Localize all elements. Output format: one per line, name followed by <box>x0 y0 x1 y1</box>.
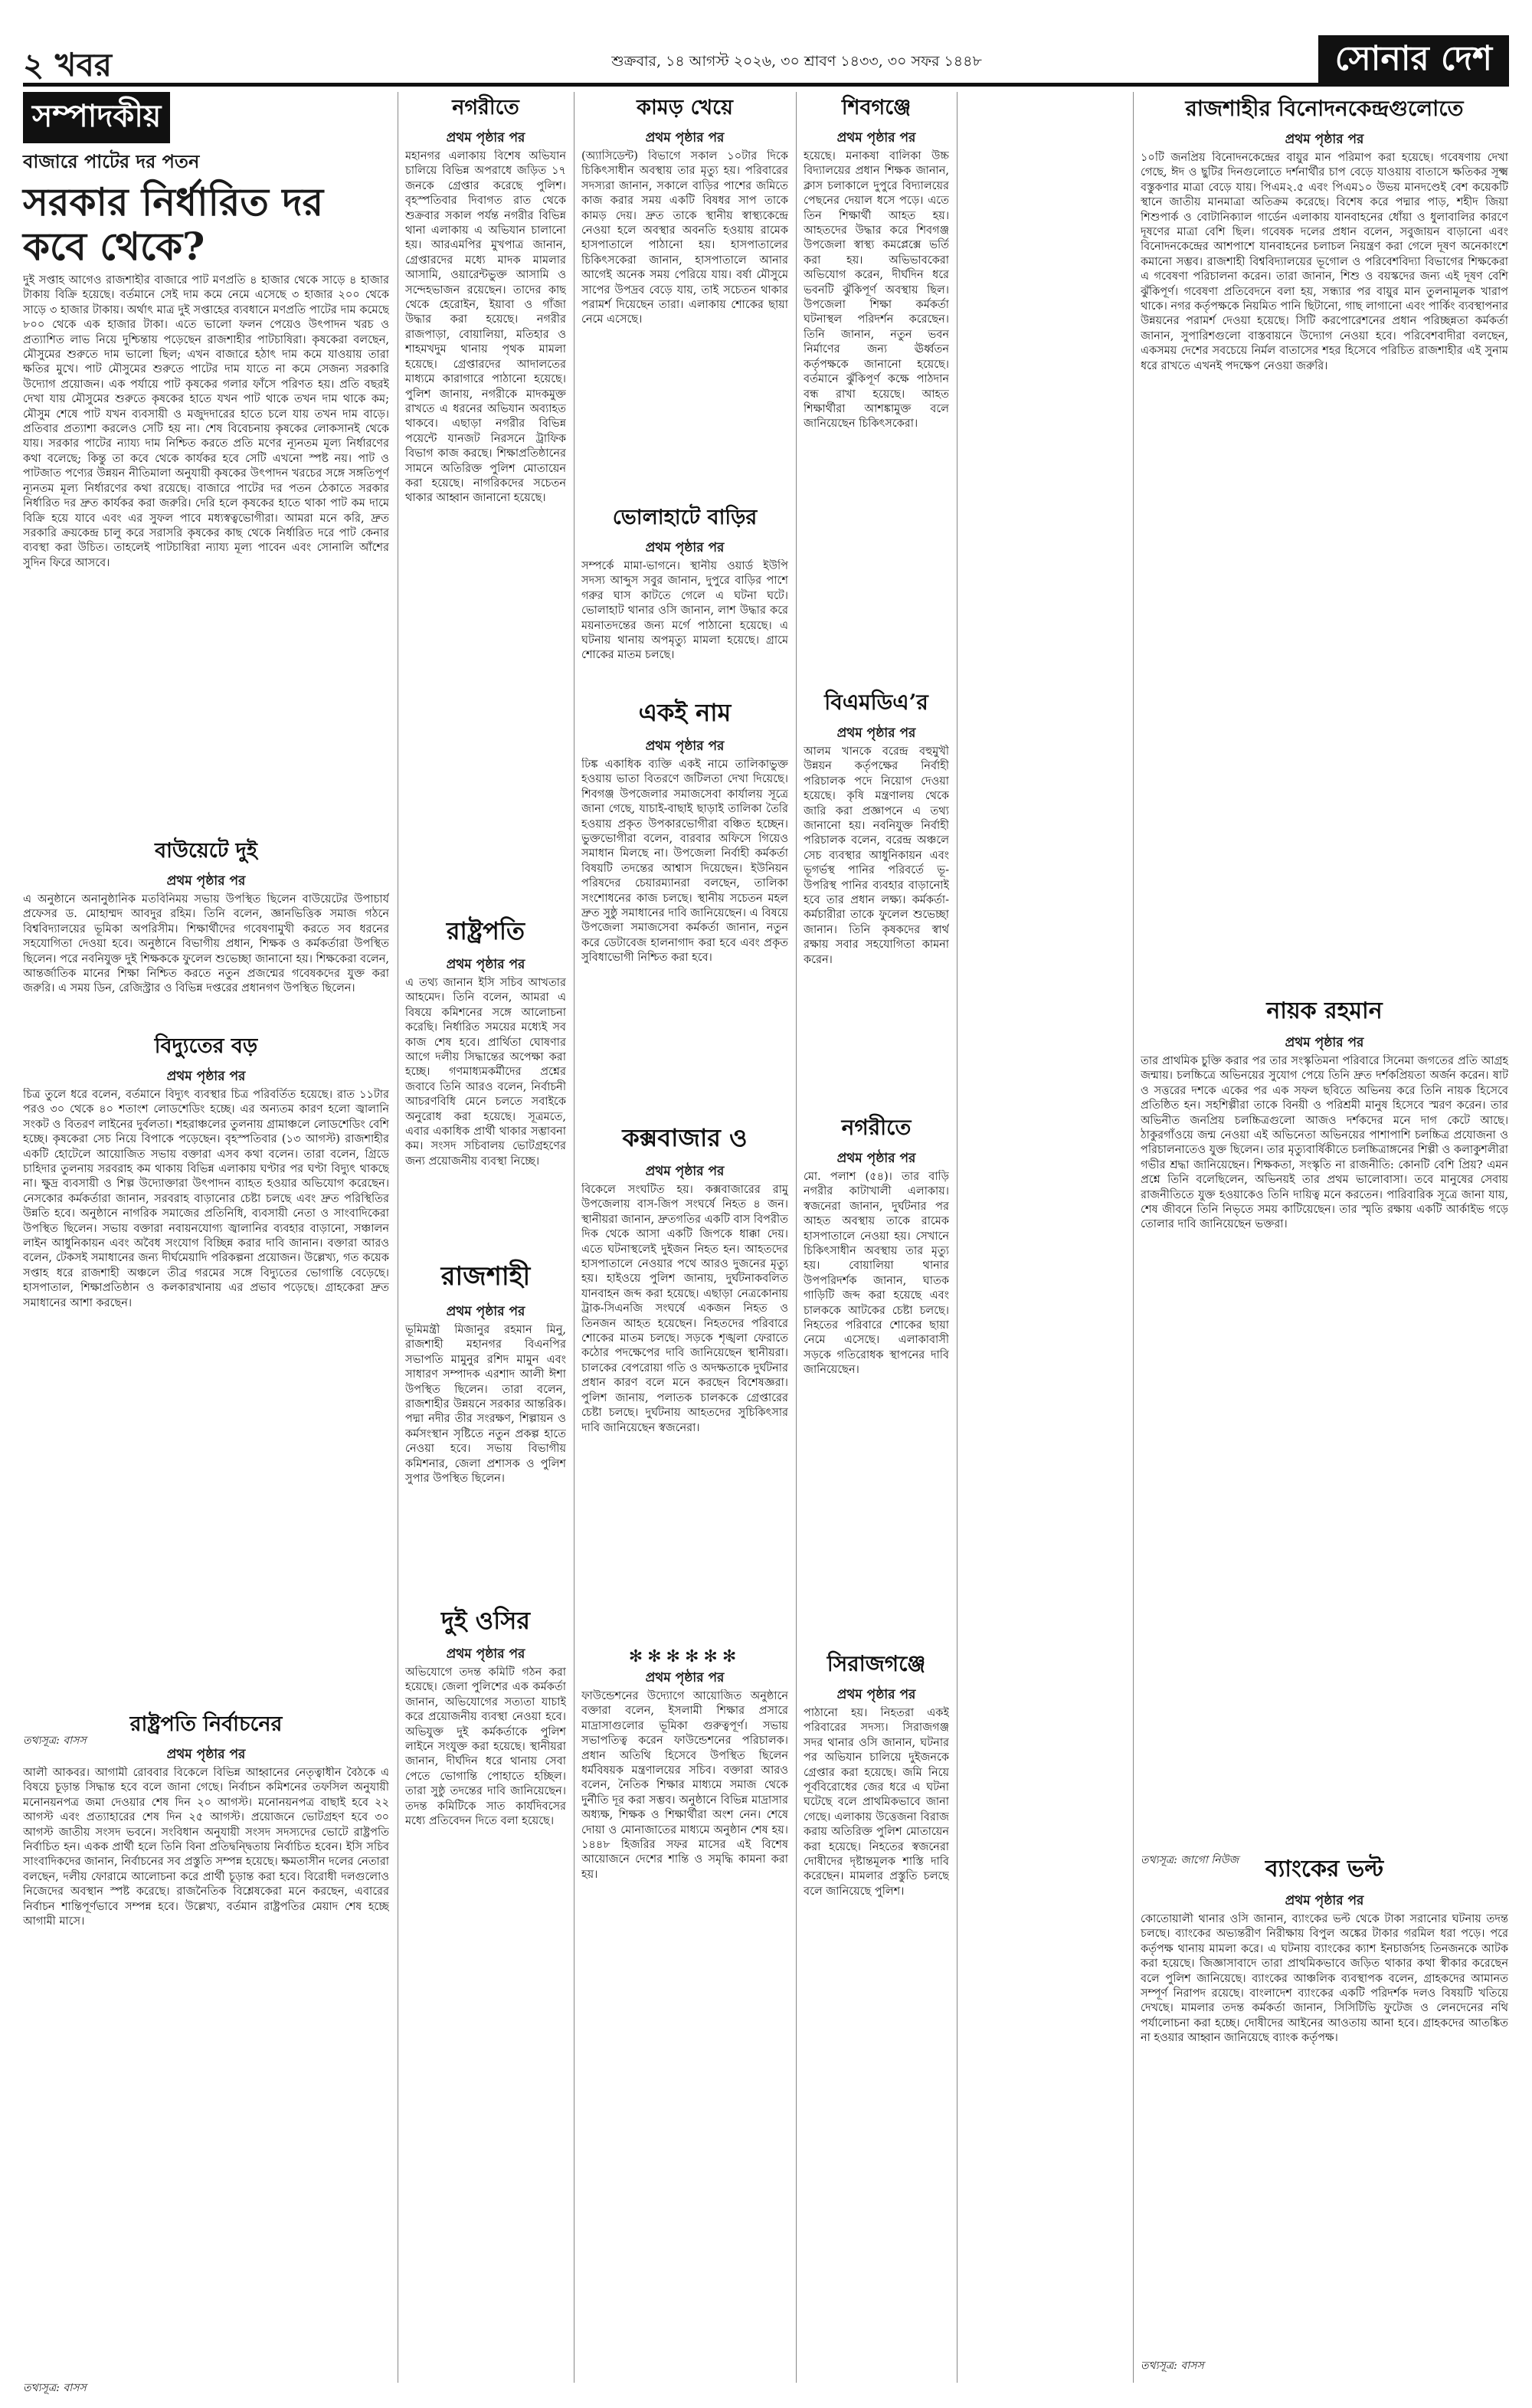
story-headline: বিএমডিএ’র <box>824 690 928 715</box>
story-nayak <box>1141 992 1508 1869</box>
continued-label: প্রথম পৃষ্ঠার পর <box>836 1687 916 1702</box>
column-rule <box>796 92 797 2383</box>
story-credit: তথ্যসূত্র: জাগো নিউজ <box>1141 1854 1239 1866</box>
story-dui-osir <box>405 1601 566 2378</box>
continued-label: প্রথম পৃষ্ঠার পর <box>446 130 525 146</box>
page-label: ২ খবর <box>23 46 112 84</box>
story-headline: নগরীতে <box>841 1115 912 1140</box>
story-bidyut <box>23 1030 389 1750</box>
continued-label: প্রথম পৃষ্ঠার পর <box>645 540 725 555</box>
continued-label: প্রথম পৃষ্ঠার পর <box>836 726 916 741</box>
story-body: ফাউন্ডেশনের উদ্যোগে আয়োজিত অনুষ্ঠানে বক্তারা বলেন, ইসলামী শিক্ষার প্রসারে মাদ্রাসাগুলোর ভূমিকা গুরুত্বপূর্ণ। সভায় সভাপতিত্ব করেন ফাউন্ডেশনের পরিচালক। প্রধান অতিথি হিসেবে উপস্থিত ছিলেন ধর্মবিষয়ক মন্ত্রণালয়ের সচিব। বক্তারা আরও বলেন, নৈতিক শিক্ষার মাধ্যমে সমাজ থেকে দুর্নীতি দূর করা সম্ভব। অনুষ্ঠানে বিভিন্ন মাদ্রাসার অধ্যক্ষ, শিক্ষক ও শিক্ষার্থীরা অংশ নেন। শেষে দোয়া ও মোনাজাতের মাধ্যমে অনুষ্ঠান শেষ হয়। ১৪৪৮ হিজরির সফর মাসের এই বিশেষ আয়োজনে দেশের শান্তি ও সমৃদ্ধি কামনা করা হয়। <box>581 1690 788 1881</box>
story-nagorite <box>405 92 566 923</box>
story-sirajganj <box>804 1647 949 2365</box>
story-body: এ অনুষ্ঠানে অনানুষ্ঠানিক মতবিনিময় সভায় উপস্থিত ছিলেন বাউয়েটের উপাচার্য প্রফেসর ড. মোহাম্মদ আবদুর রহিম। তিনি বলেন, জ্ঞানভিত্তিক সমাজ গঠনে বিশ্ববিদ্যালয়ের ভূমিকা অপরিসীম। শিক্ষার্থীদের গবেষণামুখী করতে সব ধরনের সহযোগিতা দেওয়া হবে। অনুষ্ঠানে বিভাগীয় প্রধান, শিক্ষক ও কর্মকর্তারা উপস্থিত ছিলেন। পরে নবনিযুক্ত দুই শিক্ষককে ফুলেল শুভেচ্ছা জানানো হয়। শিক্ষকেরা বলেন, আন্তর্জাতিক মানের শিক্ষা নিশ্চিত করতে নতুন প্রজন্মের গবেষকদের যুক্ত করা জরুরি। এ সময় ডিন, রেজিস্ট্রার ও বিভিন্ন দপ্তরের প্রধানগণ উপস্থিত ছিলেন। <box>23 893 389 995</box>
continued-label: প্রথম পৃষ্ঠার পর <box>446 1304 525 1319</box>
story-headline: দুই ওসির <box>440 1606 531 1635</box>
story-headline: নগরীতে <box>452 96 519 120</box>
continued-label: প্রথম পৃষ্ঠার পর <box>166 873 246 889</box>
story-nagorite2 <box>804 1111 949 1645</box>
story-body: সম্পর্কে মামা-ভাগনে। স্থানীয় ওয়ার্ড ইউপি সদস্য আব্দুস সবুর জানান, দুপুরে বাড়ির পাশে গরুর ঘাস কাটতে গেলে এ ঘটনা ঘটে। ভোলাহাট থানার ওসি জানান, লাশ উদ্ধার করে ময়নাতদন্তের জন্য মর্গে পাঠানো হয়েছে। এ ঘটনায় থানায় অপমৃত্যু মামলা হয়েছে। গ্রামে শোকের মাতম চলছে। <box>581 560 788 662</box>
story-headline: ভোলাহাটে বাড়ির <box>612 506 758 529</box>
story-ekoi-nam <box>581 693 788 1125</box>
story-last <box>581 1647 788 2348</box>
continued-label: প্রথম পৃষ্ঠার পর <box>1285 1893 1364 1908</box>
story-body: আলী আকবর। আগামী রোববার বিকেলে বিভিন্ন আহ্বানের নেতৃত্বাধীন বৈঠকে এ বিষয়ে চূড়ান্ত সিদ্ধান্ত হবে বলে জানা গেছে। নির্বাচন কমিশনের তফসিল অনুযায়ী মনোনয়নপত্র জমা দেওয়ার শেষ দিন ২০ আগস্ট। মনোনয়নপত্র বাছাই হবে ২২ আগস্ট এবং প্রত্যাহারের শেষ দিন ২৫ আগস্ট। প্রয়োজনে ভোটগ্রহণ হবে ৩০ আগস্ট জাতীয় সংসদ ভবনে। সংবিধান অনুযায়ী সংসদ সদস্যদের ভোটে রাষ্ট্রপতি নির্বাচিত হন। একক প্রার্থী হলে তিনি বিনা প্রতিদ্বন্দ্বিতায় নির্বাচিত হবেন। ইসি সচিব সাংবাদিকদের জানান, নির্বাচনের সব প্রস্তুতি সম্পন্ন হয়েছে। ক্ষমতাসীন দলের নেতারা বলছেন, দলীয় ফোরামে আলোচনা করে প্রার্থী চূড়ান্ত করা হবে। বিরোধী দলগুলোও নিজেদের অবস্থান স্পষ্ট করেছে। রাজনৈতিক বিশ্লেষকেরা মনে করছেন, এবারের নির্বাচন শান্তিপূর্ণভাবে সম্পন্ন হবে। উল্লেখ্য, বর্তমান রাষ্ট্রপতির মেয়াদ শেষ হচ্ছে আগামী মাসে। <box>23 1767 389 1928</box>
column-rule <box>957 92 958 2383</box>
continued-label: প্রথম পৃষ্ঠার পর <box>446 1646 525 1662</box>
story-headline: ব্যাংকের ভল্ট <box>1265 1856 1384 1882</box>
editorial <box>23 92 389 917</box>
story-body: (অ্যাসিডেন্ট) বিভাগে সকাল ১০টার দিকে চিকিৎসাধীন অবস্থায় তার মৃত্যু হয়। পরিবারের সদস্যরা জানান, সকালে বাড়ির পাশের জমিতে কাজ করার সময় একটি বিষধর সাপ তাকে কামড় দেয়। দ্রুত তাকে স্থানীয় স্বাস্থ্যকেন্দ্রে নেওয়া হলে অবস্থার অবনতি হওয়ায় রামেক হাসপাতালে পাঠানো হয়। হাসপাতালের চিকিৎসকেরা জানান, হাসপাতালে আনার আগেই অনেক সময় পেরিয়ে যায়। বর্ষা মৌসুমে সাপের উপদ্রব বেড়ে যায়, তাই সচেতন থাকার পরামর্শ দিয়েছেন তারা। এলাকায় শোকের ছায়া নেমে এসেছে। <box>581 150 788 326</box>
story-rashtrapati-nirbachon <box>23 1709 389 2397</box>
story-vinodan <box>1141 92 1508 1001</box>
story-body: অভিযোগে তদন্ত কমিটি গঠন করা হয়েছে। জেলা পুলিশের এক কর্মকর্তা জানান, অভিযোগের সত্যতা যাচাই করে প্রয়োজনীয় ব্যবস্থা নেওয়া হবে। অভিযুক্ত দুই কর্মকর্তাকে পুলিশ লাইনে সংযুক্ত করা হয়েছে। স্থানীয়রা জানান, দীর্ঘদিন ধরে থানায় সেবা পেতে ভোগান্তি পোহাতে হচ্ছিল। তারা সুষ্ঠু তদন্তের দাবি জানিয়েছেন। তদন্ত কমিটিকে সাত কার্যদিবসের মধ্যে প্রতিবেদন দিতে বলা হয়েছে। <box>405 1666 566 1828</box>
editorial-body: দুই সপ্তাহ আগেও রাজশাহীর বাজারে পাট মণপ্রতি ৪ হাজার থেকে সাড়ে ৪ হাজার টাকায় বিক্রি হয়েছে। বর্তমানে সেই দাম কমে নেমে এসেছে ৩ হাজার ২০০ থেকে সাড়ে ৩ হাজার টাকায়। অর্থাৎ মাত্র দুই সপ্তাহের ব্যবধানে মণপ্রতি পাটের দাম কমেছে ৮০০ থেকে এক হাজার টাকা। এতে ভালো ফলন পেয়েও উৎপাদন খরচ ও প্রত্যাশিত লাভ নিয়ে দুশ্চিন্তায় পড়েছেন রাজশাহীর পাটচাষিরা। কৃষকেরা বলছেন, মৌসুমের শুরুতে দাম ভালো ছিল; এখন বাজারে হঠাৎ দাম কমে যাওয়ায় তারা ক্ষতির মুখে। পাট মৌসুমের শুরুতে পাটের দাম যাতে না কমে সেজন্য সরকারি উদ্যোগ প্রয়োজন। এক পর্যায়ে পাট কৃষকের গলার ফাঁসে পরিণত হয়। প্রতি বছরই দেখা যায় মৌসুমের শুরুতে কৃষকের হাতে যখন পাট থাকে তখন দাম থাকে কম; মৌসুম শেষে পাট যখন ব্যবসায়ী ও মজুদদারের হাতে চলে যায় তখন দাম বাড়ে। প্রতিবার প্রত্যাশা করলেও সেটি হয় না। শেষ বিবেচনায় কৃষকের লোকসানই থেকে যায়। সরকার পাটের ন্যায্য দাম নিশ্চিত করতে প্রতি মণের ন্যূনতম মূল্য নির্ধারণের কথা বলেছে; কিন্তু তা কবে থেকে কার্যকর হবে সেটি এখনো স্পষ্ট নয়। পাট ও পাটজাত পণ্যের উন্নয়ন নীতিমালা অনুযায়ী কৃষকের উৎপাদন খরচের সঙ্গে সঙ্গতিপূর্ণ ন্যূনতম মূল্য নির্ধারণের কথা রয়েছে। বাজারে পাটের দর পতন ঠেকাতে সরকার নির্ধারিত দর দ্রুত কার্যকর করা জরুরি। দেরি হলে কৃষকের হাতে থাকা পাট কম দামে বিক্রি হয়ে যাবে এবং এর সুফল পাবে মধ্যস্বত্বভোগীরা। আমরা মনে করি, দ্রুত সরকারি ক্রয়কেন্দ্র চালু করে সরাসরি কৃষকের কাছ থেকে নির্ধারিত দরে পাট কেনার ব্যবস্থা করা উচিত। তাহলেই পাটচাষিরা ন্যায্য মূল্য পাবেন এবং সোনালি আঁশের সুদিন ফিরে আসবে। <box>23 274 389 569</box>
section-separator: ✻✻✻✻✻✻ <box>628 1647 741 1666</box>
masthead <box>23 40 1509 87</box>
story-bauete <box>23 835 389 1038</box>
story-rashtrapati <box>405 912 566 1237</box>
continued-label: প্রথম পৃষ্ঠার পর <box>166 1747 246 1762</box>
story-shibganj <box>804 92 949 686</box>
story-headline: সিরাজগঞ্জে <box>827 1651 926 1676</box>
story-body: ১০টি জনপ্রিয় বিনোদনকেন্দ্রের বায়ুর মান পরিমাপ করা হয়েছে। গবেষণায় দেখা গেছে, ঈদ ও ছুটির দিনগুলোতে দর্শনার্থীর চাপ বেড়ে যাওয়ায় বাতাসে ক্ষতিকর সূক্ষ্ম বস্তুকণার মাত্রা বেড়ে যায়। পিএম২.৫ এবং পিএম১০ উভয় মানদণ্ডেই বেশ কয়েকটি স্থানে জাতীয় মানমাত্রা অতিক্রম করেছে। বিশেষ করে পদ্মার পাড়, শহীদ জিয়া শিশুপার্ক ও বোটানিক্যাল গার্ডেন এলাকায় যানবাহনের ধোঁয়া ও ধুলাবালির কারণে দূষণের মাত্রা বেশি ছিল। গবেষক দলের প্রধান বলেন, সবুজায়ন বাড়ানো এবং বিনোদনকেন্দ্রের আশপাশে যানবাহনের চলাচল নিয়ন্ত্রণ করা গেলে দূষণ অনেকাংশে কমানো সম্ভব। রাজশাহী বিশ্ববিদ্যালয়ের ভূগোল ও পরিবেশবিদ্যা বিভাগের শিক্ষকেরা এ গবেষণা পরিচালনা করেন। তারা জানান, শিশু ও বয়স্কদের জন্য এই দূষণ বেশি ঝুঁকিপূর্ণ। গবেষণা প্রতিবেদনে বলা হয়, সন্ধ্যার পর বায়ুর মান তুলনামূলক খারাপ থাকে। নগর কর্তৃপক্ষকে নিয়মিত পানি ছিটানো, গাছ লাগানো এবং পার্কিং ব্যবস্থাপনার উন্নয়নের পরামর্শ দেওয়া হয়েছে। সিটি করপোরেশনের প্রধান পরিচ্ছন্নতা কর্মকর্তা জানান, সুপারিশগুলো বাস্তবায়নে উদ্যোগ নেওয়া হবে। পরিবেশবাদীরা বলছেন, একসময় দেশের সবচেয়ে নির্মল বাতাসের শহর হিসেবে পরিচিত রাজশাহীর এই সুনাম ধরে রাখতে এখনই পদক্ষেপ নেওয়া জরুরি। <box>1141 152 1508 372</box>
continued-label: প্রথম পৃষ্ঠার পর <box>446 957 525 972</box>
story-bank <box>1141 1850 1508 2375</box>
story-cox <box>581 1119 788 1658</box>
continued-label: প্রথম পৃষ্ঠার পর <box>1285 132 1364 147</box>
dateline: শুক্রবার, ১৪ আগস্ট ২০২৬, ৩০ শ্রাবণ ১৪৩৩, ৩০ সফর ১৪৪৮ <box>611 53 982 70</box>
story-body: ভূমিমন্ত্রী মিজানুর রহমান মিনু, রাজশাহী মহানগর বিএনপির সভাপতি মামুনুর রশিদ মামুন এবং সাধারণ সম্পাদক এরশাদ আলী ঈশা উপস্থিত ছিলেন। তারা বলেন, রাজশাহীর উন্নয়নে সরকার আন্তরিক। পদ্মা নদীর তীর সংরক্ষণ, শিল্পায়ন ও কর্মসংস্থান সৃষ্টিতে নতুন প্রকল্প হাতে নেওয়া হবে। সভায় বিভাগীয় কমিশনার, জেলা প্রশাসক ও পুলিশ সুপার উপস্থিত ছিলেন। <box>405 1324 566 1486</box>
story-biemdi <box>804 686 949 1112</box>
story-headline: নায়ক রহমান <box>1266 998 1383 1024</box>
story-body: মো. পলাশ (৫৪)। তার বাড়ি নগরীর কাটাখালী এলাকায়। স্বজনেরা জানান, দুর্ঘটনার পর আহত অবস্থায় তাকে রামেক হাসপাতালে নেওয়া হয়। সেখানে চিকিৎসাধীন অবস্থায় তার মৃত্যু হয়। বোয়ালিয়া থানার উপপরিদর্শক জানান, ঘাতক গাড়িটি জব্দ করা হয়েছে এবং চালককে আটকের চেষ্টা চলছে। নিহতের পরিবারে শোকের ছায়া নেমে এসেছে। এলাকাবাসী সড়কে গতিরোধক স্থাপনের দাবি জানিয়েছেন। <box>804 1171 949 1377</box>
continued-label: প্রথম পৃষ্ঠার পর <box>836 130 916 146</box>
story-headline: শিবগঞ্জে <box>841 96 912 120</box>
story-headline: রাষ্ট্রপতি নির্বাচনের <box>129 1712 283 1736</box>
story-headline: রাষ্ট্রপতি <box>446 916 525 945</box>
story-body: তার প্রাথমিক চুক্তি করার পর তার সংস্কৃতিমনা পরিবারে সিনেমা জগতের প্রতি আগ্রহ জন্মায়। চলচ্চিত্রে অভিনয়ের সুযোগ পেয়ে তিনি দ্রুত দর্শকপ্রিয়তা অর্জন করেন। ষাট ও সত্তরের দশকে একের পর এক সফল ছবিতে অভিনয় করে তিনি নায়ক হিসেবে প্রতিষ্ঠিত হন। সহশিল্পীরা তাকে বিনয়ী ও পরিশ্রমী মানুষ হিসেবে স্মরণ করেন। তার অভিনীত জনপ্রিয় চলচ্চিত্রগুলো আজও দর্শকদের মনে দাগ কেটে আছে। ঠাকুরগাঁওয়ে জন্ম নেওয়া এই অভিনেতা অভিনয়ের পাশাপাশি চলচ্চিত্র প্রযোজনা ও পরিচালনাতেও যুক্ত ছিলেন। তার মৃত্যুবার্ষিকীতে চলচ্চিত্রাঙ্গনের শিল্পী ও কলাকুশলীরা গভীর শ্রদ্ধা জানিয়েছেন। শিক্ষকতা, সংস্কৃতি না রাজনীতি: কোনটি বেশি প্রিয়? এমন প্রশ্নে তিনি বলেছিলেন, অভিনয়ই তার প্রথম ভালোবাসা। তবে মানুষের সেবায় রাজনীতিতে যুক্ত হওয়াকেও তিনি দায়িত্ব মনে করতেন। পারিবারিক সূত্রে জানা যায়, শেষ জীবনে তিনি নিভৃতে সময় কাটিয়েছেন। তার স্মৃতি রক্ষায় একটি আর্কাইভ গড়ে তোলার দাবি জানিয়েছেন ভক্তরা। <box>1141 1055 1508 1231</box>
continued-label: প্রথম পৃষ্ঠার পর <box>645 1164 725 1179</box>
story-rajshahi <box>405 1256 566 1584</box>
story-body: এ তথ্য জানান ইসি সচিব আখতার আহমেদ। তিনি বলেন, আমরা এ বিষয়ে কমিশনের সঙ্গে আলোচনা করেছি। নির্ধারিত সময়ের মধ্যেই সব কাজ শেষ হবে। প্রার্থিতা ঘোষণার আগে দলীয় সিদ্ধান্তের অপেক্ষা করা হচ্ছে। গণমাধ্যমকর্মীদের প্রশ্নের জবাবে তিনি আরও বলেন, নির্বাচনী আচরণবিধি মেনে চলতে সবাইকে অনুরোধ করা হয়েছে। সূত্রমতে, এবার একাধিক প্রার্থী থাকার সম্ভাবনা কম। সংসদ সচিবালয় ভোটগ্রহণের জন্য প্রয়োজনীয় ব্যবস্থা নিচ্ছে। <box>405 977 566 1168</box>
continued-label: প্রথম পৃষ্ঠার পর <box>645 130 725 146</box>
story-kamor <box>581 92 788 509</box>
editorial-subhead: বাজারে পাটের দর পতন <box>23 150 200 172</box>
story-credit: তথ্যসূত্র: বাসস <box>1141 2360 1204 2372</box>
story-bholahat <box>581 502 788 697</box>
column-rule <box>1133 92 1134 2383</box>
continued-label: প্রথম পৃষ্ঠার পর <box>645 739 725 754</box>
story-body: ঢিঙ্ক একাধিক ব্যক্তি একই নামে তালিকাভুক্ত হওয়ায় ভাতা বিতরণে জটিলতা দেখা দিয়েছে। শিবগঞ্জ উপজেলার সমাজসেবা কার্যালয় সূত্রে জানা গেছে, যাচাই-বাছাই ছাড়াই তালিকা তৈরি হওয়ায় প্রকৃত উপকারভোগীরা বঞ্চিত হচ্ছেন। ভুক্তভোগীরা বলেন, বারবার অফিসে গিয়েও সমাধান মিলছে না। উপজেলা নির্বাহী কর্মকর্তা বিষয়টি তদন্তের আশ্বাস দিয়েছেন। ইউনিয়ন পরিষদের চেয়ারম্যানরা বলছেন, তালিকা সংশোধনের কাজ চলছে। স্থানীয় সচেতন মহল দ্রুত সুষ্ঠু সমাধানের দাবি জানিয়েছেন। এ বিষয়ে উপজেলা সমাজসেবা কর্মকর্তা জানান, নতুন করে ডেটাবেজ হালনাগাদ করা হবে এবং প্রকৃত সুবিধাভোগী নিশ্চিত করা হবে। <box>581 758 788 965</box>
newspaper-logo: সোনার দেশ <box>1318 35 1509 83</box>
story-headline: রাজশাহী <box>440 1261 531 1292</box>
story-body: পাঠানো হয়। নিহতরা একই পরিবারের সদস্য। সিরাজগঞ্জ সদর থানার ওসি জানান, ঘটনার পর অভিযান চালিয়ে দুইজনকে গ্রেপ্তার করা হয়েছে। জমি নিয়ে পূর্ববিরোধের জের ধরে এ ঘটনা ঘটেছে বলে প্রাথমিকভাবে জানা গেছে। এলাকায় উত্তেজনা বিরাজ করায় অতিরিক্ত পুলিশ মোতায়েন করা হয়েছে। নিহতের স্বজনেরা দোষীদের দৃষ্টান্তমূলক শাস্তি দাবি করেছেন। মামলার প্রস্তুতি চলছে বলে জানিয়েছে পুলিশ। <box>804 1707 949 1898</box>
continued-label: প্রথম পৃষ্ঠার পর <box>166 1069 246 1084</box>
editorial-headline: সরকার নির্ধারিত দর কবে থেকে? <box>23 179 324 269</box>
continued-label: প্রথম পৃষ্ঠার পর <box>1285 1035 1364 1050</box>
story-headline: কক্সবাজার ও <box>622 1123 748 1152</box>
story-body: চিত্র তুলে ধরে বলেন, বর্তমানে বিদ্যুৎ ব্যবস্থার চিত্র পরিবর্তিত হয়েছে। রাত ১১টার পরও ৩০ থেকে ৪০ শতাংশ লোডশেডিং হচ্ছে। এর অন্যতম কারণ হলো জ্বালানি সংকট ও বিতরণ লাইনের দুর্বলতা। শহরাঞ্চলের তুলনায় গ্রামাঞ্চলে লোডশেডিং বেশি হচ্ছে। কৃষকেরা সেচ নিয়ে বিপাকে পড়েছেন। বৃহস্পতিবার (১৩ আগস্ট) রাজশাহীর একটি হোটেলে আয়োজিত সভায় বক্তারা এসব কথা বলেন। তারা বলেন, গ্রিডে চাহিদার তুলনায় সরবরাহ কম থাকায় বিভিন্ন এলাকায় ঘণ্টার পর ঘণ্টা বিদ্যুৎ থাকছে না। ক্ষুদ্র ব্যবসায়ী ও শিল্প উদ্যোক্তারা উৎপাদন ব্যাহত হওয়ার অভিযোগ করেছেন। নেসকোর কর্মকর্তারা জানান, সরবরাহ বাড়ানোর চেষ্টা চলছে এবং দ্রুত পরিস্থিতির উন্নতি হবে। অনুষ্ঠানে নাগরিক সমাজের প্রতিনিধি, ব্যবসায়ী নেতা ও সাংবাদিকেরা উপস্থিত ছিলেন। সভায় বক্তারা নবায়নযোগ্য জ্বালানির ব্যবহার বাড়ানো, সঞ্চালন লাইন আধুনিকায়ন এবং অবৈধ সংযোগ বিচ্ছিন্ন করার দাবি জানান। বক্তারা আরও বলেন, টেকসই সমাধানের জন্য দীর্ঘমেয়াদি পরিকল্পনা প্রয়োজন। উল্লেখ্য, গত কয়েক সপ্তাহ ধরে রাজশাহী অঞ্চলে তীব্র গরমের সঙ্গে বিদ্যুতের ভোগান্তি বেড়েছে। হাসপাতাল, শিক্ষাপ্রতিষ্ঠান ও কলকারখানায় এর প্রভাব পড়েছে। গ্রাহকেরা দ্রুত সমাধানের আশা করছেন। <box>23 1089 389 1309</box>
continued-label: প্রথম পৃষ্ঠার পর <box>836 1151 916 1166</box>
story-headline: রাজশাহীর বিনোদনকেন্দ্রগুলোতে <box>1185 96 1464 121</box>
story-body: বিকেলে সংঘটিত হয়। কক্সবাজারের রামু উপজেলায় বাস-জিপ সংঘর্ষে নিহত ৪ জন। স্থানীয়রা জানান, দ্রুতগতির একটি বাস বিপরীত দিক থেকে আসা একটি জিপকে ধাক্কা দেয়। এতে ঘটনাস্থলেই দুইজন নিহত হন। আহতদের হাসপাতালে নেওয়ার পথে আরও দুজনের মৃত্যু হয়। হাইওয়ে পুলিশ জানায়, দুর্ঘটনাকবলিত যানবাহন জব্দ করা হয়েছে। এছাড়া নেত্রকোনায় ট্রাক-সিএনজি সংঘর্ষে একজন নিহত ও তিনজন আহত হয়েছেন। নিহতদের পরিবারে শোকের মাতম চলছে। সড়কে শৃঙ্খলা ফেরাতে কঠোর পদক্ষেপের দাবি জানিয়েছেন স্থানীয়রা। চালকের বেপরোয়া গতি ও অদক্ষতাকে দুর্ঘটনার প্রধান কারণ বলে মনে করছেন বিশেষজ্ঞরা। পুলিশ জানায়, পলাতক চালককে গ্রেপ্তারের চেষ্টা চলছে। দুর্ঘটনায় আহতদের সুচিকিৎসার দাবি জানিয়েছেন স্বজনেরা। <box>581 1184 788 1434</box>
story-headline: কামড় খেয়ে <box>637 96 733 120</box>
story-credit: তথ্যসূত্র: বাসস <box>23 2382 87 2394</box>
continued-label: প্রথম পৃষ্ঠার পর <box>645 1670 725 1686</box>
story-headline: বাউয়েটে দুই <box>155 839 257 863</box>
story-body: কোতোয়ালী থানার ওসি জানান, ব্যাংকের ভল্ট থেকে টাকা সরানোর ঘটনায় তদন্ত চলছে। ব্যাংকের অভ্যন্তরীণ নিরীক্ষায় বিপুল অঙ্কের টাকার গরমিল ধরা পড়ে। পরে কর্তৃপক্ষ থানায় মামলা করে। এ ঘটনায় ব্যাংকের ক্যাশ ইনচার্জসহ তিনজনকে আটক করা হয়েছে। জিজ্ঞাসাবাদে তারা প্রাথমিকভাবে জড়িত থাকার কথা স্বীকার করেছেন বলে পুলিশ জানিয়েছে। ব্যাংকের আঞ্চলিক ব্যবস্থাপক বলেন, গ্রাহকদের আমানত সম্পূর্ণ নিরাপদ রয়েছে। বাংলাদেশ ব্যাংকের একটি পরিদর্শক দলও বিষয়টি খতিয়ে দেখছে। মামলার তদন্ত কর্মকর্তা জানান, সিসিটিভি ফুটেজ ও লেনদেনের নথি পর্যালোচনা করা হচ্ছে। দোষীদের আইনের আওতায় আনা হবে। গ্রাহকদের আতঙ্কিত না হওয়ার আহ্বান জানিয়েছে ব্যাংক কর্তৃপক্ষ। <box>1141 1913 1508 2045</box>
editorial-label: সম্পাদকীয় <box>23 92 170 143</box>
story-credit: তথ্যসূত্র: বাসস <box>23 1735 87 1747</box>
story-body: আলম খানকে বরেন্দ্র বহুমুখী উন্নয়ন কর্তৃপক্ষের নির্বাহী পরিচালক পদে নিয়োগ দেওয়া হয়েছে। কৃষি মন্ত্রণালয় থেকে জারি করা প্রজ্ঞাপনে এ তথ্য জানানো হয়। নবনিযুক্ত নির্বাহী পরিচালক বলেন, বরেন্দ্র অঞ্চলে সেচ ব্যবস্থার আধুনিকায়ন এবং ভূগর্ভস্থ পানির পরিবর্তে ভূ-উপরিস্থ পানির ব্যবহার বাড়ানোই হবে তার প্রধান লক্ষ্য। কর্মকর্তা-কর্মচারীরা তাকে ফুলেল শুভেচ্ছা জানান। তিনি কৃষকদের স্বার্থ রক্ষায় সবার সহযোগিতা কামনা করেন। <box>804 745 949 966</box>
story-headline: বিদ্যুতের বড় <box>154 1034 258 1058</box>
story-body: হয়েছে। মনাকষা বালিকা উচ্চ বিদ্যালয়ের প্রধান শিক্ষক জানান, ক্লাস চলাকালে দুপুরে বিদ্যালয়ের পেছনের দেয়াল ধসে পড়ে। এতে তিন শিক্ষার্থী আহত হয়। আহতদের উদ্ধার করে শিবগঞ্জ উপজেলা স্বাস্থ্য কমপ্লেক্সে ভর্তি করা হয়। অভিভাবকেরা অভিযোগ করেন, দীর্ঘদিন ধরে ভবনটি ঝুঁকিপূর্ণ অবস্থায় ছিল। উপজেলা শিক্ষা কর্মকর্তা ঘটনাস্থল পরিদর্শন করেছেন। তিনি জানান, নতুন ভবন নির্মাণের জন্য ঊর্ধ্বতন কর্তৃপক্ষকে জানানো হয়েছে। বর্তমানে ঝুঁকিপূর্ণ কক্ষে পাঠদান বন্ধ রাখা হয়েছে। আহত শিক্ষার্থীরা আশঙ্কামুক্ত বলে জানিয়েছেন চিকিৎসকেরা। <box>804 150 949 431</box>
story-body: মহানগর এলাকায় বিশেষ অভিযান চালিয়ে বিভিন্ন অপরাধে জড়িত ১৭ জনকে গ্রেপ্তার করেছে পুলিশ। বৃহস্পতিবার দিবাগত রাত থেকে শুক্রবার সকাল পর্যন্ত নগরীর বিভিন্ন থানা এলাকায় এ অভিযান চালানো হয়। আরএমপির মুখপাত্র জানান, গ্রেপ্তারদের মধ্যে মাদক মামলার আসামি, ওয়ারেন্টভুক্ত আসামি ও সন্দেহভাজন রয়েছেন। তাদের কাছ থেকে হেরোইন, ইয়াবা ও গাঁজা উদ্ধার করা হয়েছে। নগরীর রাজপাড়া, বোয়ালিয়া, মতিহার ও শাহমখদুম থানায় পৃথক মামলা হয়েছে। গ্রেপ্তারদের আদালতের মাধ্যমে কারাগারে পাঠানো হয়েছে। পুলিশ জানায়, নগরীকে মাদকমুক্ত রাখতে এ ধরনের অভিযান অব্যাহত থাকবে। এছাড়া নগরীর বিভিন্ন পয়েন্টে যানজট নিরসনে ট্রাফিক বিভাগ কাজ করছে। শিক্ষাপ্রতিষ্ঠানের সামনে অতিরিক্ত পুলিশ মোতায়েন করা হয়েছে। নাগরিকদের সচেতন থাকার আহ্বান জানানো হয়েছে। <box>405 150 566 505</box>
story-headline: একই নাম <box>638 698 732 727</box>
